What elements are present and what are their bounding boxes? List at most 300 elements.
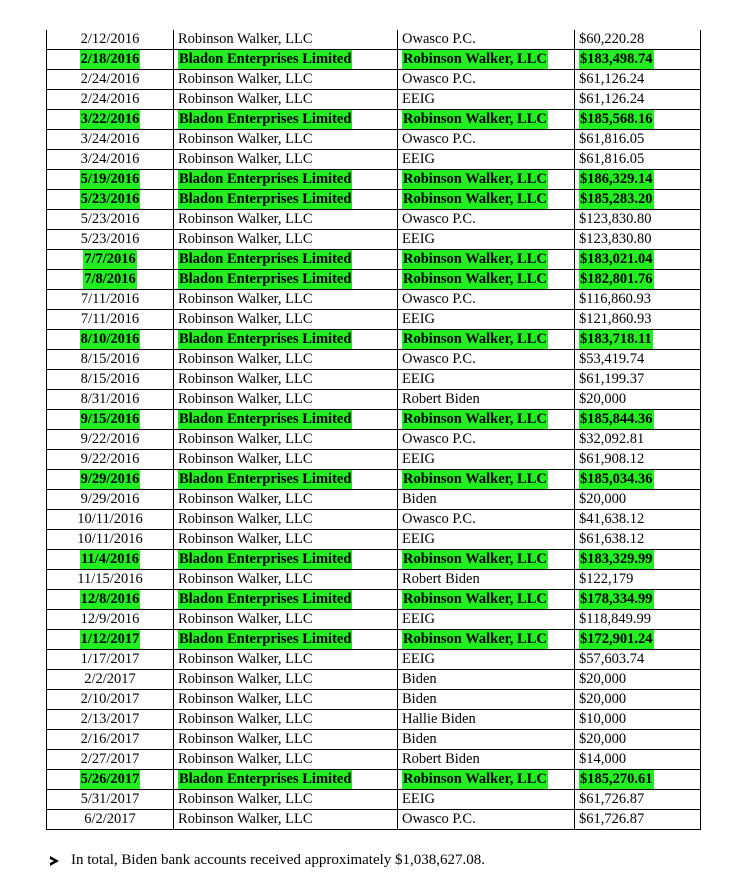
cell-from xyxy=(174,670,398,690)
cell-date xyxy=(47,50,174,70)
cell-date-text: 3/24/2016 xyxy=(80,151,140,167)
cell-to-text: Owasco P.C. xyxy=(402,351,476,367)
cell-amount xyxy=(575,50,701,70)
cell-amount-text: $61,816.05 xyxy=(579,151,645,167)
cell-from xyxy=(174,430,398,450)
cell-amount xyxy=(575,410,701,430)
cell-to-text: EEIG xyxy=(402,371,436,387)
cell-date-text: 2/2/2017 xyxy=(84,671,136,687)
cell-date xyxy=(47,450,174,470)
cell-to-text: Owasco P.C. xyxy=(402,811,476,827)
table-row xyxy=(47,230,701,250)
cell-to-text: Biden xyxy=(402,731,437,747)
cell-amount-text: $57,603.74 xyxy=(579,651,645,667)
cell-date xyxy=(47,650,174,670)
cell-amount-text: $185,568.16 xyxy=(580,111,653,127)
cell-date xyxy=(47,30,174,50)
cell-from xyxy=(174,630,398,650)
cell-date-text: 2/16/2017 xyxy=(80,731,140,747)
cell-date-text: 2/12/2016 xyxy=(80,31,140,47)
cell-to xyxy=(398,790,575,810)
cell-to-text: Biden xyxy=(402,691,437,707)
cell-to-text: Owasco P.C. xyxy=(402,131,476,147)
cell-from-text: Robinson Walker, LLC xyxy=(178,511,313,527)
cell-from xyxy=(174,250,398,270)
cell-amount xyxy=(575,90,701,110)
cell-amount xyxy=(575,650,701,670)
cell-to xyxy=(398,710,575,730)
cell-from-text: Robinson Walker, LLC xyxy=(178,91,313,107)
cell-from xyxy=(174,770,398,790)
cell-from xyxy=(174,70,398,90)
cell-date xyxy=(47,190,174,210)
cell-amount-text: $185,034.36 xyxy=(580,471,653,487)
table-row xyxy=(47,290,701,310)
cell-from-text: Robinson Walker, LLC xyxy=(178,151,313,167)
cell-from-text: Bladon Enterprises Limited xyxy=(179,771,352,787)
cell-date xyxy=(47,790,174,810)
cell-date xyxy=(47,90,174,110)
table-row xyxy=(47,810,701,830)
cell-amount-text: $41,638.12 xyxy=(579,511,645,527)
cell-from-text: Bladon Enterprises Limited xyxy=(179,251,352,267)
cell-amount xyxy=(575,570,701,590)
table-row xyxy=(47,610,701,630)
cell-amount xyxy=(575,750,701,770)
cell-date-text: 8/15/2016 xyxy=(80,351,140,367)
cell-from xyxy=(174,730,398,750)
cell-from-text: Robinson Walker, LLC xyxy=(178,571,313,587)
cell-amount xyxy=(575,550,701,570)
cell-from-text: Bladon Enterprises Limited xyxy=(179,171,352,187)
cell-date-text: 7/11/2016 xyxy=(80,291,140,307)
cell-from xyxy=(174,270,398,290)
cell-date xyxy=(47,350,174,370)
table-row xyxy=(47,670,701,690)
cell-from xyxy=(174,30,398,50)
summary-text: In total, Biden bank accounts received approximately $1,038,627.08. xyxy=(71,852,486,868)
table-row xyxy=(47,530,701,550)
cell-to-text: Robinson Walker, LLC xyxy=(403,111,547,127)
cell-amount xyxy=(575,770,701,790)
cell-date-text: 7/7/2016 xyxy=(84,251,136,267)
cell-to xyxy=(398,450,575,470)
cell-from xyxy=(174,50,398,70)
cell-amount xyxy=(575,130,701,150)
cell-amount-text: $61,726.87 xyxy=(579,811,645,827)
cell-to xyxy=(398,770,575,790)
cell-amount-text: $116,860.93 xyxy=(579,291,651,307)
cell-to xyxy=(398,90,575,110)
cell-from-text: Robinson Walker, LLC xyxy=(178,71,313,87)
cell-to xyxy=(398,30,575,50)
cell-to-text: Biden xyxy=(402,491,437,507)
cell-date xyxy=(47,430,174,450)
table-row xyxy=(47,170,701,190)
cell-date xyxy=(47,610,174,630)
cell-to-text: Robinson Walker, LLC xyxy=(403,551,547,567)
cell-from-text: Bladon Enterprises Limited xyxy=(179,331,352,347)
cell-to xyxy=(398,610,575,630)
cell-to-text: Robinson Walker, LLC xyxy=(403,331,547,347)
cell-from-text: Bladon Enterprises Limited xyxy=(179,631,352,647)
cell-amount xyxy=(575,610,701,630)
cell-to-text: EEIG xyxy=(402,311,436,327)
table-row xyxy=(47,390,701,410)
cell-to-text: Hallie Biden xyxy=(402,711,476,727)
cell-to-text: Robinson Walker, LLC xyxy=(403,771,547,787)
cell-to xyxy=(398,50,575,70)
cell-date-text: 2/18/2016 xyxy=(80,51,140,67)
cell-date-text: 7/11/2016 xyxy=(80,311,140,327)
cell-amount xyxy=(575,30,701,50)
cell-date-text: 9/15/2016 xyxy=(80,411,140,427)
cell-from xyxy=(174,650,398,670)
cell-to xyxy=(398,190,575,210)
cell-date-text: 2/13/2017 xyxy=(80,711,140,727)
cell-to-text: Robinson Walker, LLC xyxy=(403,411,547,427)
cell-amount-text: $61,126.24 xyxy=(579,91,645,107)
cell-amount xyxy=(575,430,701,450)
cell-date xyxy=(47,410,174,430)
cell-date xyxy=(47,110,174,130)
cell-from-text: Robinson Walker, LLC xyxy=(178,811,313,827)
cell-amount-text: $185,844.36 xyxy=(580,411,653,427)
cell-from-text: Bladon Enterprises Limited xyxy=(179,111,352,127)
cell-to xyxy=(398,270,575,290)
cell-to xyxy=(398,670,575,690)
cell-amount xyxy=(575,630,701,650)
cell-from xyxy=(174,230,398,250)
cell-to-text: Owasco P.C. xyxy=(402,31,476,47)
cell-amount-text: $20,000 xyxy=(579,491,627,507)
cell-date xyxy=(47,230,174,250)
cell-to-text: Owasco P.C. xyxy=(402,291,476,307)
cell-to xyxy=(398,530,575,550)
cell-amount xyxy=(575,150,701,170)
cell-from xyxy=(174,410,398,430)
cell-to xyxy=(398,290,575,310)
cell-to-text: Robert Biden xyxy=(402,391,480,407)
cell-from xyxy=(174,370,398,390)
cell-to xyxy=(398,590,575,610)
cell-to-text: Robinson Walker, LLC xyxy=(403,171,547,187)
cell-date-text: 9/29/2016 xyxy=(80,471,140,487)
cell-date xyxy=(47,270,174,290)
cell-amount xyxy=(575,590,701,610)
cell-from-text: Robinson Walker, LLC xyxy=(178,291,313,307)
cell-amount-text: $10,000 xyxy=(579,711,627,727)
cell-amount-text: $122,179 xyxy=(579,571,634,587)
cell-amount-text: $121,860.93 xyxy=(579,311,652,327)
cell-to-text: Robinson Walker, LLC xyxy=(403,191,547,207)
table-row xyxy=(47,690,701,710)
cell-to-text: Robinson Walker, LLC xyxy=(403,591,547,607)
cell-amount xyxy=(575,310,701,330)
table-row xyxy=(47,650,701,670)
cell-to xyxy=(398,470,575,490)
cell-from xyxy=(174,550,398,570)
table-row xyxy=(47,250,701,270)
cell-to xyxy=(398,70,575,90)
cell-amount-text: $20,000 xyxy=(579,671,627,687)
table-row xyxy=(47,210,701,230)
cell-from xyxy=(174,110,398,130)
cell-from-text: Robinson Walker, LLC xyxy=(178,311,313,327)
cell-amount-text: $53,419.74 xyxy=(579,351,645,367)
cell-from xyxy=(174,310,398,330)
cell-amount xyxy=(575,790,701,810)
table-row xyxy=(47,110,701,130)
cell-amount xyxy=(575,230,701,250)
table-row xyxy=(47,330,701,350)
cell-date-text: 2/27/2017 xyxy=(80,751,140,767)
cell-date xyxy=(47,750,174,770)
cell-amount xyxy=(575,70,701,90)
cell-to-text: EEIG xyxy=(402,651,436,667)
cell-amount-text: $61,638.12 xyxy=(579,531,645,547)
cell-date xyxy=(47,150,174,170)
cell-amount xyxy=(575,530,701,550)
cell-from-text: Bladon Enterprises Limited xyxy=(179,591,352,607)
table-row xyxy=(47,630,701,650)
cell-date-text: 10/11/2016 xyxy=(77,531,143,547)
cell-from-text: Robinson Walker, LLC xyxy=(178,711,313,727)
cell-from-text: Robinson Walker, LLC xyxy=(178,731,313,747)
cell-date-text: 9/22/2016 xyxy=(80,431,140,447)
table-row xyxy=(47,730,701,750)
cell-amount-text: $20,000 xyxy=(579,691,627,707)
cell-date xyxy=(47,710,174,730)
cell-amount xyxy=(575,170,701,190)
cell-amount xyxy=(575,810,701,830)
cell-amount-text: $60,220.28 xyxy=(579,31,645,47)
cell-amount xyxy=(575,730,701,750)
cell-from-text: Bladon Enterprises Limited xyxy=(179,471,352,487)
table-row xyxy=(47,70,701,90)
cell-date-text: 2/24/2016 xyxy=(80,71,140,87)
cell-amount xyxy=(575,710,701,730)
cell-to xyxy=(398,750,575,770)
cell-date xyxy=(47,250,174,270)
table-row xyxy=(47,770,701,790)
cell-from-text: Robinson Walker, LLC xyxy=(178,451,313,467)
cell-amount xyxy=(575,390,701,410)
cell-to xyxy=(398,690,575,710)
cell-date-text: 5/26/2017 xyxy=(80,771,140,787)
cell-amount-text: $20,000 xyxy=(579,731,627,747)
cell-to-text: Biden xyxy=(402,671,437,687)
cell-date-text: 12/8/2016 xyxy=(80,591,140,607)
table-row xyxy=(47,570,701,590)
cell-to xyxy=(398,390,575,410)
cell-date-text: 3/22/2016 xyxy=(80,111,140,127)
cell-from xyxy=(174,390,398,410)
table-row xyxy=(47,590,701,610)
table-row xyxy=(47,510,701,530)
cell-date-text: 11/4/2016 xyxy=(80,551,139,567)
cell-amount xyxy=(575,370,701,390)
cell-amount-text: $61,908.12 xyxy=(579,451,645,467)
cell-to xyxy=(398,170,575,190)
cell-date xyxy=(47,470,174,490)
cell-to-text: Robinson Walker, LLC xyxy=(403,251,547,267)
cell-date-text: 11/15/2016 xyxy=(77,571,143,587)
table-row xyxy=(47,150,701,170)
cell-to-text: Owasco P.C. xyxy=(402,71,476,87)
table-row xyxy=(47,30,701,50)
cell-date xyxy=(47,330,174,350)
cell-amount-text: $185,283.20 xyxy=(580,191,653,207)
table-row xyxy=(47,370,701,390)
cell-to xyxy=(398,430,575,450)
cell-date xyxy=(47,670,174,690)
cell-date xyxy=(47,130,174,150)
cell-to-text: Owasco P.C. xyxy=(402,511,476,527)
table-row xyxy=(47,490,701,510)
cell-to-text: EEIG xyxy=(402,451,436,467)
cell-date-text: 5/31/2017 xyxy=(80,791,140,807)
cell-to xyxy=(398,350,575,370)
cell-date xyxy=(47,310,174,330)
cell-date-text: 5/23/2016 xyxy=(80,231,140,247)
cell-from xyxy=(174,450,398,470)
cell-to xyxy=(398,250,575,270)
cell-from-text: Robinson Walker, LLC xyxy=(178,611,313,627)
cell-date-text: 12/9/2016 xyxy=(80,611,140,627)
cell-amount xyxy=(575,670,701,690)
cell-from xyxy=(174,90,398,110)
table-row xyxy=(47,350,701,370)
cell-amount-text: $61,126.24 xyxy=(579,71,645,87)
cell-from xyxy=(174,210,398,230)
cell-from-text: Robinson Walker, LLC xyxy=(178,371,313,387)
cell-to-text: Owasco P.C. xyxy=(402,211,476,227)
cell-amount-text: $182,801.76 xyxy=(580,271,653,287)
cell-to xyxy=(398,510,575,530)
table-row xyxy=(47,470,701,490)
cell-to xyxy=(398,210,575,230)
cell-to xyxy=(398,230,575,250)
cell-date-text: 8/15/2016 xyxy=(80,371,140,387)
table-row xyxy=(47,410,701,430)
cell-date-text: 2/10/2017 xyxy=(80,691,140,707)
cell-to xyxy=(398,810,575,830)
cell-amount xyxy=(575,470,701,490)
cell-from-text: Robinson Walker, LLC xyxy=(178,671,313,687)
cell-to-text: Robinson Walker, LLC xyxy=(403,471,547,487)
cell-date-text: 1/12/2017 xyxy=(80,631,140,647)
cell-to xyxy=(398,150,575,170)
cell-amount-text: $61,816.05 xyxy=(579,131,645,147)
cell-from-text: Robinson Walker, LLC xyxy=(178,491,313,507)
cell-from xyxy=(174,610,398,630)
cell-amount-text: $32,092.81 xyxy=(579,431,645,447)
table-row xyxy=(47,310,701,330)
cell-from-text: Robinson Walker, LLC xyxy=(178,211,313,227)
cell-amount-text: $123,830.80 xyxy=(579,211,652,227)
cell-amount xyxy=(575,330,701,350)
table-row xyxy=(47,430,701,450)
cell-to xyxy=(398,110,575,130)
table-row xyxy=(47,130,701,150)
cell-to xyxy=(398,730,575,750)
cell-amount xyxy=(575,250,701,270)
cell-amount-text: $14,000 xyxy=(579,751,627,767)
cell-amount xyxy=(575,490,701,510)
cell-to xyxy=(398,130,575,150)
cell-amount xyxy=(575,450,701,470)
cell-amount-text: $186,329.14 xyxy=(580,171,653,187)
cell-to-text: Robinson Walker, LLC xyxy=(403,631,547,647)
cell-to-text: Robinson Walker, LLC xyxy=(403,271,547,287)
cell-amount xyxy=(575,290,701,310)
cell-date-text: 8/10/2016 xyxy=(80,331,140,347)
cell-date xyxy=(47,70,174,90)
cell-amount-text: $185,270.61 xyxy=(580,771,653,787)
cell-to xyxy=(398,650,575,670)
cell-to xyxy=(398,570,575,590)
cell-from-text: Bladon Enterprises Limited xyxy=(179,271,352,287)
cell-to-text: EEIG xyxy=(402,791,436,807)
cell-amount-text: $61,199.37 xyxy=(579,371,645,387)
table-row xyxy=(47,190,701,210)
cell-date-text: 8/31/2016 xyxy=(80,391,140,407)
cell-date xyxy=(47,570,174,590)
cell-to-text: EEIG xyxy=(402,151,436,167)
cell-date xyxy=(47,770,174,790)
transactions-table xyxy=(46,30,701,830)
table-row xyxy=(47,270,701,290)
cell-amount-text: $123,830.80 xyxy=(579,231,652,247)
cell-date-text: 5/23/2016 xyxy=(80,191,140,207)
cell-date xyxy=(47,730,174,750)
cell-from xyxy=(174,150,398,170)
arrow-bullet-icon xyxy=(50,856,59,866)
cell-date xyxy=(47,170,174,190)
table-row xyxy=(47,450,701,470)
cell-to xyxy=(398,330,575,350)
cell-from-text: Bladon Enterprises Limited xyxy=(179,51,352,67)
cell-amount xyxy=(575,690,701,710)
cell-date xyxy=(47,810,174,830)
cell-amount-text: $61,726.87 xyxy=(579,791,645,807)
cell-amount xyxy=(575,210,701,230)
cell-from xyxy=(174,530,398,550)
cell-from xyxy=(174,330,398,350)
cell-from-text: Robinson Walker, LLC xyxy=(178,791,313,807)
cell-to xyxy=(398,550,575,570)
summary-line xyxy=(50,852,485,869)
cell-date xyxy=(47,550,174,570)
cell-to xyxy=(398,490,575,510)
cell-date xyxy=(47,290,174,310)
cell-to xyxy=(398,310,575,330)
cell-date-text: 2/24/2016 xyxy=(80,91,140,107)
cell-to-text: Robert Biden xyxy=(402,571,480,587)
cell-from xyxy=(174,690,398,710)
cell-date xyxy=(47,490,174,510)
cell-from xyxy=(174,810,398,830)
cell-amount-text: $118,849.99 xyxy=(579,611,651,627)
cell-to-text: EEIG xyxy=(402,611,436,627)
cell-from xyxy=(174,350,398,370)
cell-from xyxy=(174,490,398,510)
cell-date xyxy=(47,590,174,610)
cell-from xyxy=(174,590,398,610)
cell-amount xyxy=(575,350,701,370)
cell-amount-text: $183,021.04 xyxy=(580,251,653,267)
